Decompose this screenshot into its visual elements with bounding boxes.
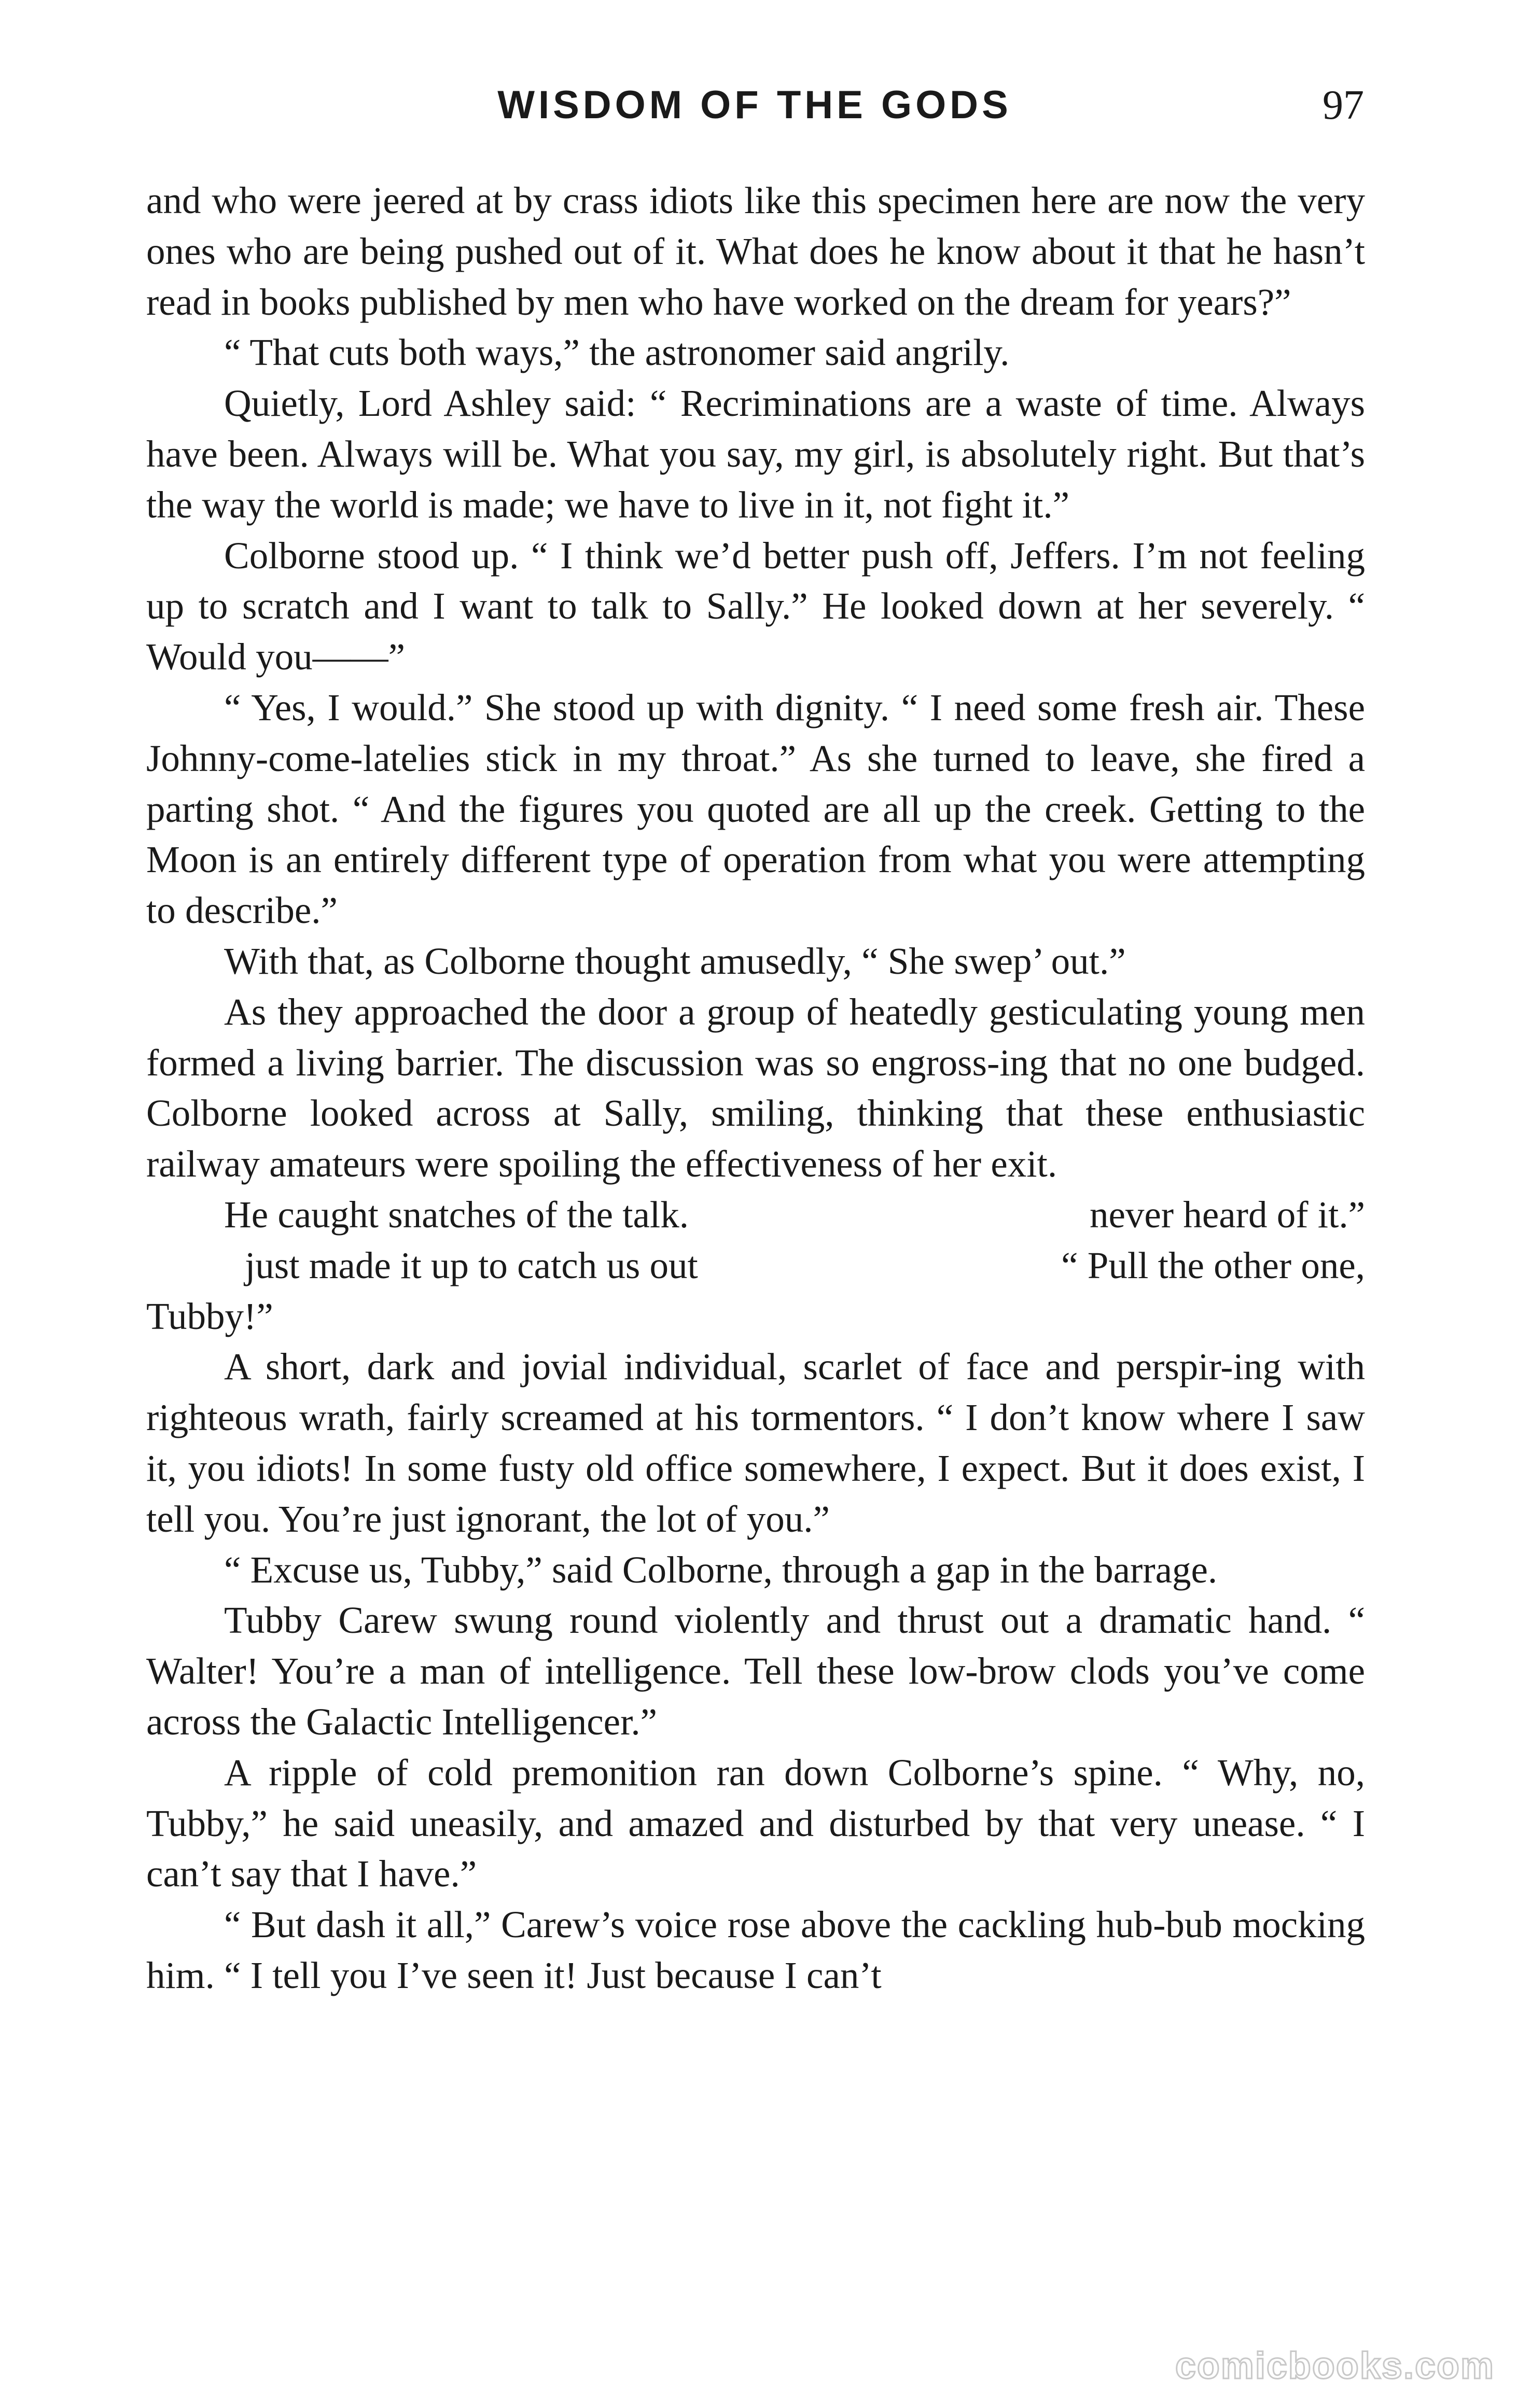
talk-snatches <box>146 1189 1365 1341</box>
paragraph: A short, dark and jovial individual, scarlet of face and perspir-ing with righteous wrath, fairly screamed at his tormentors. “ I don’t know where I saw it, you idiots! In some fusty old office somewhere, I expect. But it does exist, I tell you. You’re just ignorant, the lot of you.” <box>146 1346 1365 1540</box>
snatch-line <box>146 1189 1365 1240</box>
snatch-text: Tubby!” <box>146 1295 273 1337</box>
paragraph: Colborne stood up. “ I think we’d better push off, Jeffers. I’m not feeling up to scratch and I want to talk to Sally.” He looked down at her severely. “ Would you——” <box>146 534 1365 678</box>
snatch-text: just made it up to catch us out <box>245 1244 698 1286</box>
running-head <box>145 77 1364 134</box>
paragraph: Quietly, Lord Ashley said: “ Recriminations are a waste of time. Always have been. Always will be. What you say, my girl, is absolutely right. But that’s the way the world is made; we have to live in it, not fight it.” <box>146 382 1365 526</box>
snatch-text: “ Pull the other one, <box>1061 1244 1365 1286</box>
watermark: comicbooks.com <box>1175 2345 1495 2387</box>
paragraph: “ Yes, I would.” She stood up with dignity. “ I need some fresh air. These Johnny-come-latelies stick in my throat.” As she turned to leave, she fired a parting shot. “ And the figures you quoted are all up the creek. Getting to the Moon is an entirely different type of operation from what you were attempting to describe.” <box>146 686 1365 932</box>
page-number: 97 <box>1323 82 1364 128</box>
paragraph: As they approached the door a group of heatedly gesticulating young men formed a living barrier. The discussion was so engross-ing that no one budged. Colborne looked across at Sally, smiling, thinking that these enthusiastic railway amateurs were spoiling the effectiveness of her exit. <box>146 990 1365 1185</box>
paragraph: “ Excuse us, Tubby,” said Colborne, through a gap in the barrage. <box>224 1548 1218 1591</box>
paragraph: With that, as Colborne thought amusedly, “ She swep’ out.” <box>224 940 1126 982</box>
snatch-line <box>146 1240 1365 1291</box>
running-title: WISDOM OF THE GODS <box>497 83 1012 127</box>
paragraph: “ But dash it all,” Carew’s voice rose above the cackling hub-bub mocking him. “ I tell you I’ve seen it! Just because I can’t <box>146 1903 1365 1996</box>
paragraph: A ripple of cold premonition ran down Colborne’s spine. “ Why, no, Tubby,” he said uneasily, and amazed and disturbed by that very unease. “ I can’t say that I have.” <box>146 1751 1365 1895</box>
snatch-text: He caught snatches of the talk. <box>224 1193 689 1236</box>
paragraph: Tubby Carew swung round violently and thrust out a dramatic hand. “ Walter! You’re a man of intelligence. Tell these low-brow clods you’ve come across the Galactic Intelligencer.” <box>146 1599 1365 1743</box>
body-text <box>146 175 1365 2001</box>
snatch-text: never heard of it.” <box>1090 1193 1365 1236</box>
paragraph: and who were jeered at by crass idiots like this specimen here are now the very ones who are being pushed out of it. What does he know about it that he hasn’t read in books published by men who have worked on the dream for years?” <box>146 179 1365 323</box>
paragraph: “ That cuts both ways,” the astronomer said angrily. <box>224 331 1010 374</box>
